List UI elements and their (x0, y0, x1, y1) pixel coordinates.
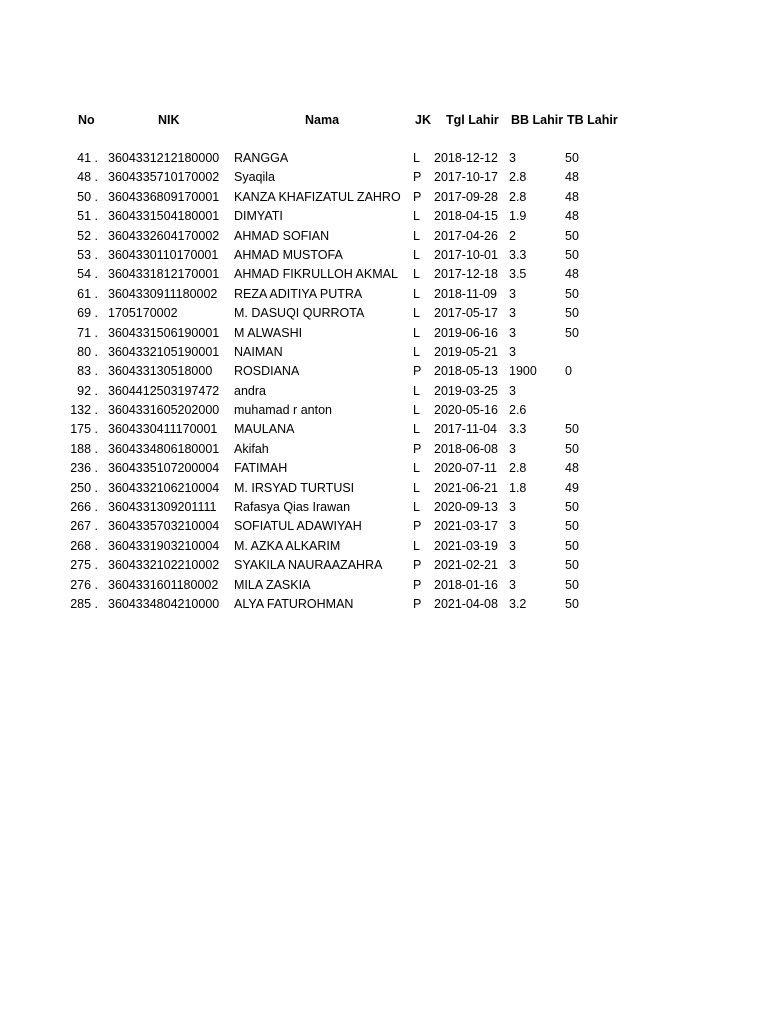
cell-tb-lahir: 50 (565, 247, 579, 262)
header-nama: Nama (305, 113, 340, 127)
cell-nik: 3604331212180000 (108, 151, 220, 165)
cell-nik: 3604331504180001 (108, 209, 220, 224)
cell-nama: ALYA FATUROHMAN (234, 596, 354, 611)
cell-no: 275 . (70, 558, 98, 573)
table-row (0, 401, 768, 420)
cell-tgl-lahir: 2018-06-08 (434, 441, 498, 456)
cell-jk: L (413, 500, 420, 515)
cell-nama: Syaqila (234, 170, 275, 185)
cell-bb-lahir: 1.8 (509, 480, 527, 495)
cell-jk: L (413, 286, 420, 301)
cell-nik: 3604330911180002 (108, 286, 218, 301)
cell-no: 53 . (77, 247, 98, 262)
cell-tgl-lahir: 2019-05-21 (434, 344, 498, 359)
cell-tgl-lahir: 2020-05-16 (434, 403, 498, 418)
cell-jk: P (413, 364, 422, 379)
cell-bb-lahir: 3 (509, 286, 516, 301)
table-row (0, 517, 768, 536)
table-row (0, 304, 768, 323)
cell-nik: 3604331601180002 (108, 577, 219, 592)
cell-nama: M. DASUQI QURROTA (234, 306, 365, 321)
cell-nik: 3604335107200004 (108, 461, 220, 476)
table-row (0, 498, 768, 517)
table-row (0, 362, 768, 381)
table-row (0, 576, 768, 595)
cell-no: 52 . (77, 228, 98, 243)
cell-no: 54 . (77, 267, 98, 282)
cell-nama: andra (234, 383, 266, 398)
table-row (0, 324, 768, 343)
cell-no: 188 . (70, 441, 98, 456)
table-header (0, 111, 768, 131)
cell-jk: L (413, 228, 420, 243)
cell-bb-lahir: 1900 (509, 364, 537, 379)
cell-tb-lahir: 50 (565, 558, 579, 573)
cell-nik: 3604331605202000 (108, 403, 220, 418)
cell-jk: L (413, 151, 420, 165)
cell-tgl-lahir: 2017-12-18 (434, 267, 498, 282)
cell-tgl-lahir: 2021-03-19 (434, 538, 498, 553)
cell-no: 41 . (77, 151, 98, 165)
cell-nik: 3604412503197472 (108, 383, 220, 398)
cell-tb-lahir: 50 (565, 538, 579, 553)
table-row (0, 382, 768, 401)
cell-tb-lahir: 50 (565, 441, 579, 456)
cell-jk: L (413, 480, 420, 495)
cell-nama: DIMYATI (234, 209, 283, 224)
cell-jk: L (413, 209, 420, 224)
cell-tb-lahir: 48 (565, 209, 579, 224)
cell-bb-lahir: 3.3 (509, 247, 527, 262)
cell-nama: FATIMAH (234, 461, 288, 476)
cell-jk: P (413, 596, 422, 611)
table-row (0, 479, 768, 498)
table-row (0, 440, 768, 459)
cell-tb-lahir: 50 (565, 151, 579, 165)
table-row (0, 188, 768, 207)
cell-tgl-lahir: 2021-06-21 (434, 480, 498, 495)
cell-jk: P (413, 519, 422, 534)
cell-no: 69 . (77, 306, 98, 321)
cell-no: 267 . (70, 519, 98, 534)
cell-tgl-lahir: 2017-09-28 (434, 189, 498, 204)
cell-bb-lahir: 1.9 (509, 209, 527, 224)
cell-tgl-lahir: 2018-01-16 (434, 577, 498, 592)
cell-tb-lahir: 49 (565, 480, 579, 495)
table-row (0, 246, 768, 265)
cell-tb-lahir: 50 (565, 596, 579, 611)
cell-jk: L (413, 538, 420, 553)
cell-bb-lahir: 3 (509, 441, 516, 456)
cell-tb-lahir: 50 (565, 325, 579, 340)
cell-nama: ROSDIANA (234, 364, 300, 379)
table-row (0, 556, 768, 575)
cell-bb-lahir: 3 (509, 344, 516, 359)
cell-bb-lahir: 3 (509, 306, 516, 321)
cell-bb-lahir: 3 (509, 151, 516, 165)
cell-jk: L (413, 306, 420, 321)
cell-bb-lahir: 3.2 (509, 596, 527, 611)
cell-tgl-lahir: 2017-05-17 (434, 306, 498, 321)
cell-tgl-lahir: 2020-09-13 (434, 500, 498, 515)
cell-nik: 3604330110170001 (108, 247, 219, 262)
cell-tb-lahir: 50 (565, 228, 579, 243)
cell-tgl-lahir: 2021-03-17 (434, 519, 498, 534)
table-row (0, 343, 768, 362)
cell-jk: P (413, 558, 422, 573)
cell-jk: L (413, 461, 420, 476)
cell-nama: Akifah (234, 441, 269, 456)
cell-jk: L (413, 247, 420, 262)
table-body (0, 149, 768, 614)
cell-no: 92 . (77, 383, 98, 398)
table-row (0, 227, 768, 246)
cell-nik: 3604334804210000 (108, 596, 220, 611)
cell-bb-lahir: 3.5 (509, 267, 527, 282)
cell-tgl-lahir: 2017-10-01 (434, 247, 498, 262)
cell-bb-lahir: 3 (509, 577, 516, 592)
cell-bb-lahir: 2 (509, 228, 516, 243)
table-row (0, 168, 768, 187)
cell-jk: L (413, 344, 420, 359)
cell-tgl-lahir: 2017-11-04 (434, 422, 498, 437)
cell-jk: P (413, 577, 422, 592)
cell-tgl-lahir: 2017-10-17 (434, 170, 498, 185)
cell-tb-lahir: 50 (565, 422, 579, 437)
table-row (0, 595, 768, 614)
cell-nik: 3604331812170001 (108, 267, 220, 282)
cell-nik: 3604332106210004 (108, 480, 220, 495)
cell-nama: muhamad r anton (234, 403, 332, 418)
cell-no: 51 . (77, 209, 98, 224)
cell-nik: 3604336809170001 (108, 189, 220, 204)
cell-tgl-lahir: 2018-04-15 (434, 209, 498, 224)
table-row (0, 420, 768, 439)
cell-no: 83 . (77, 364, 98, 379)
cell-bb-lahir: 3 (509, 558, 516, 573)
cell-tb-lahir: 48 (565, 189, 579, 204)
cell-nama: KANZA KHAFIZATUL ZAHRO (234, 189, 401, 204)
table-row (0, 537, 768, 556)
cell-tgl-lahir: 2017-04-26 (434, 228, 498, 243)
cell-tb-lahir: 50 (565, 577, 579, 592)
cell-tgl-lahir: 2021-04-08 (434, 596, 498, 611)
cell-bb-lahir: 2.8 (509, 189, 527, 204)
cell-tb-lahir: 50 (565, 519, 579, 534)
table-row (0, 459, 768, 478)
cell-no: 48 . (77, 170, 98, 185)
cell-nik: 1705170002 (108, 306, 178, 321)
cell-nik: 3604330411170001 (108, 422, 218, 437)
cell-jk: P (413, 441, 422, 456)
cell-nama: RANGGA (234, 151, 289, 165)
cell-no: 268 . (70, 538, 98, 553)
cell-nama: SOFIATUL ADAWIYAH (234, 519, 362, 534)
cell-jk: L (413, 267, 420, 282)
cell-nik: 360433130518000 (108, 364, 213, 379)
header-tgl-lahir: Tgl Lahir (446, 113, 499, 127)
cell-no: 236 . (70, 461, 98, 476)
cell-nik: 3604335710170002 (108, 170, 220, 185)
cell-tgl-lahir: 2020-07-11 (434, 461, 498, 476)
cell-bb-lahir: 2.6 (509, 403, 527, 418)
header-no: No (78, 113, 95, 127)
table-row (0, 285, 768, 304)
cell-bb-lahir: 3 (509, 325, 516, 340)
cell-nama: M ALWASHI (234, 325, 303, 340)
cell-nama: AHMAD MUSTOFA (234, 247, 343, 262)
cell-no: 276 . (70, 577, 98, 592)
cell-nik: 3604331309201111 (108, 500, 217, 515)
cell-bb-lahir: 2.8 (509, 170, 527, 185)
cell-nik: 3604335703210004 (108, 519, 220, 534)
cell-nama: AHMAD SOFIAN (234, 228, 330, 243)
cell-jk: L (413, 383, 420, 398)
header-jk: JK (415, 113, 431, 127)
cell-no: 250 . (70, 480, 98, 495)
cell-nik: 3604331903210004 (108, 538, 220, 553)
cell-tb-lahir: 48 (565, 267, 579, 282)
cell-tb-lahir: 50 (565, 286, 579, 301)
cell-bb-lahir: 3 (509, 519, 516, 534)
table-row (0, 149, 768, 168)
cell-bb-lahir: 2.8 (509, 461, 527, 476)
cell-nik: 3604331506190001 (108, 325, 220, 340)
cell-tgl-lahir: 2021-02-21 (434, 558, 498, 573)
cell-nik: 3604332604170002 (108, 228, 220, 243)
cell-bb-lahir: 3.3 (509, 422, 527, 437)
cell-nama: M. IRSYAD TURTUSI (234, 480, 355, 495)
cell-no: 266 . (70, 500, 98, 515)
cell-no: 80 . (77, 344, 98, 359)
cell-tb-lahir: 48 (565, 170, 579, 185)
cell-jk: P (413, 189, 422, 204)
cell-tgl-lahir: 2018-12-12 (434, 151, 498, 165)
cell-no: 61 . (77, 286, 98, 301)
cell-tgl-lahir: 2019-03-25 (434, 383, 498, 398)
cell-tb-lahir: 48 (565, 461, 579, 476)
cell-jk: L (413, 422, 420, 437)
cell-no: 132 . (70, 403, 98, 418)
cell-bb-lahir: 3 (509, 500, 516, 515)
header-tb-lahir: TB Lahir (567, 113, 618, 127)
header-nik: NIK (158, 113, 180, 127)
table-row (0, 265, 768, 284)
cell-tb-lahir: 0 (565, 364, 572, 379)
cell-nik: 3604332102210002 (108, 558, 220, 573)
cell-nik: 3604334806180001 (108, 441, 220, 456)
cell-nama: M. AZKA ALKARIM (234, 538, 341, 553)
cell-bb-lahir: 3 (509, 383, 516, 398)
cell-nik: 3604332105190001 (108, 344, 220, 359)
cell-tb-lahir: 50 (565, 500, 579, 515)
cell-tb-lahir: 50 (565, 306, 579, 321)
cell-tgl-lahir: 2019-06-16 (434, 325, 498, 340)
cell-no: 285 . (70, 596, 98, 611)
cell-jk: L (413, 403, 420, 418)
cell-nama: MILA ZASKIA (234, 577, 311, 592)
cell-nama: Rafasya Qias Irawan (234, 500, 351, 515)
cell-jk: L (413, 325, 420, 340)
cell-no: 50 . (77, 189, 98, 204)
cell-tgl-lahir: 2018-11-09 (434, 286, 498, 301)
cell-no: 175 . (70, 422, 98, 437)
cell-nama: MAULANA (234, 422, 295, 437)
cell-nama: NAIMAN (234, 344, 283, 359)
cell-nama: REZA ADITIYA PUTRA (234, 286, 363, 301)
cell-nama: SYAKILA NAURAAZAHRA (234, 558, 383, 573)
cell-jk: P (413, 170, 422, 185)
cell-no: 71 . (77, 325, 98, 340)
cell-bb-lahir: 3 (509, 538, 516, 553)
cell-tgl-lahir: 2018-05-13 (434, 364, 498, 379)
cell-nama: AHMAD FIKRULLOH AKMAL (234, 267, 398, 282)
header-bb-lahir: BB Lahir (511, 113, 564, 127)
table-row (0, 207, 768, 226)
